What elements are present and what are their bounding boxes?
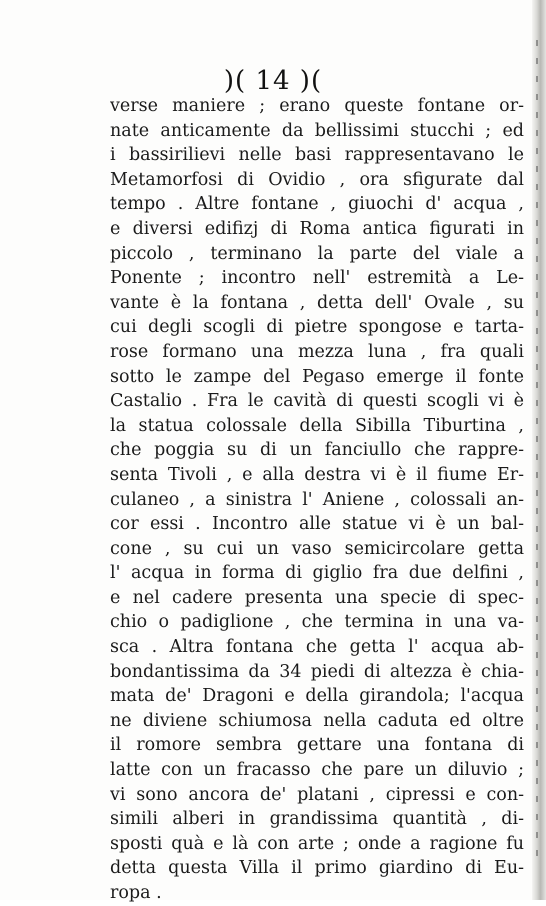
text-line: sotto le zampe del Pegaso emerge il fonte (110, 366, 524, 387)
text-line: l' acqua in forma di giglio fra due delfini , (110, 563, 524, 584)
page-binding-edge (532, 0, 546, 900)
text-line: sposti quà e là con arte ; onde a ragione fu (110, 833, 524, 854)
text-line: mata de' Dragoni e della girandola; l'acqua (110, 686, 524, 707)
text-line: cor essi . Incontro alle statue vi è un bal- (110, 514, 524, 535)
text-line: la statua colossale della Sibilla Tiburtina , (110, 415, 524, 436)
text-line: che poggia su di un fanciullo che rappre- (110, 440, 524, 461)
text-line: culaneo , a sinistra l' Aniene , colossali an- (110, 489, 524, 510)
text-line: Castalio . Fra le cavità di questi scogli vi è (110, 391, 524, 412)
text-line: simili alberi in grandissima quantità , di- (110, 809, 524, 830)
text-line: Metamorfosi di Ovidio , ora sfigurate dal (110, 169, 524, 190)
text-line: vi sono ancora de' platani , cipressi e con- (110, 784, 524, 805)
text-line: i bassirilievi nelle basi rappresentavano le (110, 145, 524, 166)
text-line: piccolo , terminano la parte del viale a (110, 243, 524, 264)
text-line: il romore sembra gettare una fontana di (110, 735, 524, 756)
text-line: chio o padiglione , che termina in una va- (110, 612, 524, 633)
text-line: latte con un fracasso che pare un diluvio ; (110, 760, 524, 781)
text-line: cone , su cui un vaso semicircolare getta (110, 538, 524, 559)
text-line: e diversi edifizj di Roma antica figurati in (110, 218, 524, 239)
page-number: )( 14 )( (223, 66, 323, 96)
text-line: senta Tivoli , e alla destra vi è il fiume Er- (110, 464, 524, 485)
text-line: ropa . (110, 883, 162, 903)
text-line: Ponente ; incontro nell' estremità a Le- (110, 268, 524, 289)
text-line: ne diviene schiumosa nella caduta ed oltre (110, 710, 524, 731)
text-line: cui degli scogli di pietre spongose e tarta- (110, 317, 524, 338)
text-line: verse maniere ; erano queste fontane or- (110, 96, 524, 116)
text-line: nate anticamente da bellissimi stucchi ; ed (110, 120, 524, 141)
text-line: e nel cadere presenta una specie di spec- (110, 587, 524, 608)
text-line: tempo . Altre fontane , giuochi d' acqua , (110, 194, 524, 215)
text-line: vante è la fontana , detta dell' Ovale , su (110, 292, 524, 313)
text-line: rose formano una mezza luna , fra quali (110, 341, 524, 362)
text-line: detta questa Villa il primo giardino di Eu- (110, 858, 524, 879)
text-line: bondantissima da 34 piedi di altezza è chia- (110, 661, 524, 682)
text-line: sca . Altra fontana che getta l' acqua ab- (110, 637, 524, 658)
page-text-body (110, 94, 524, 906)
